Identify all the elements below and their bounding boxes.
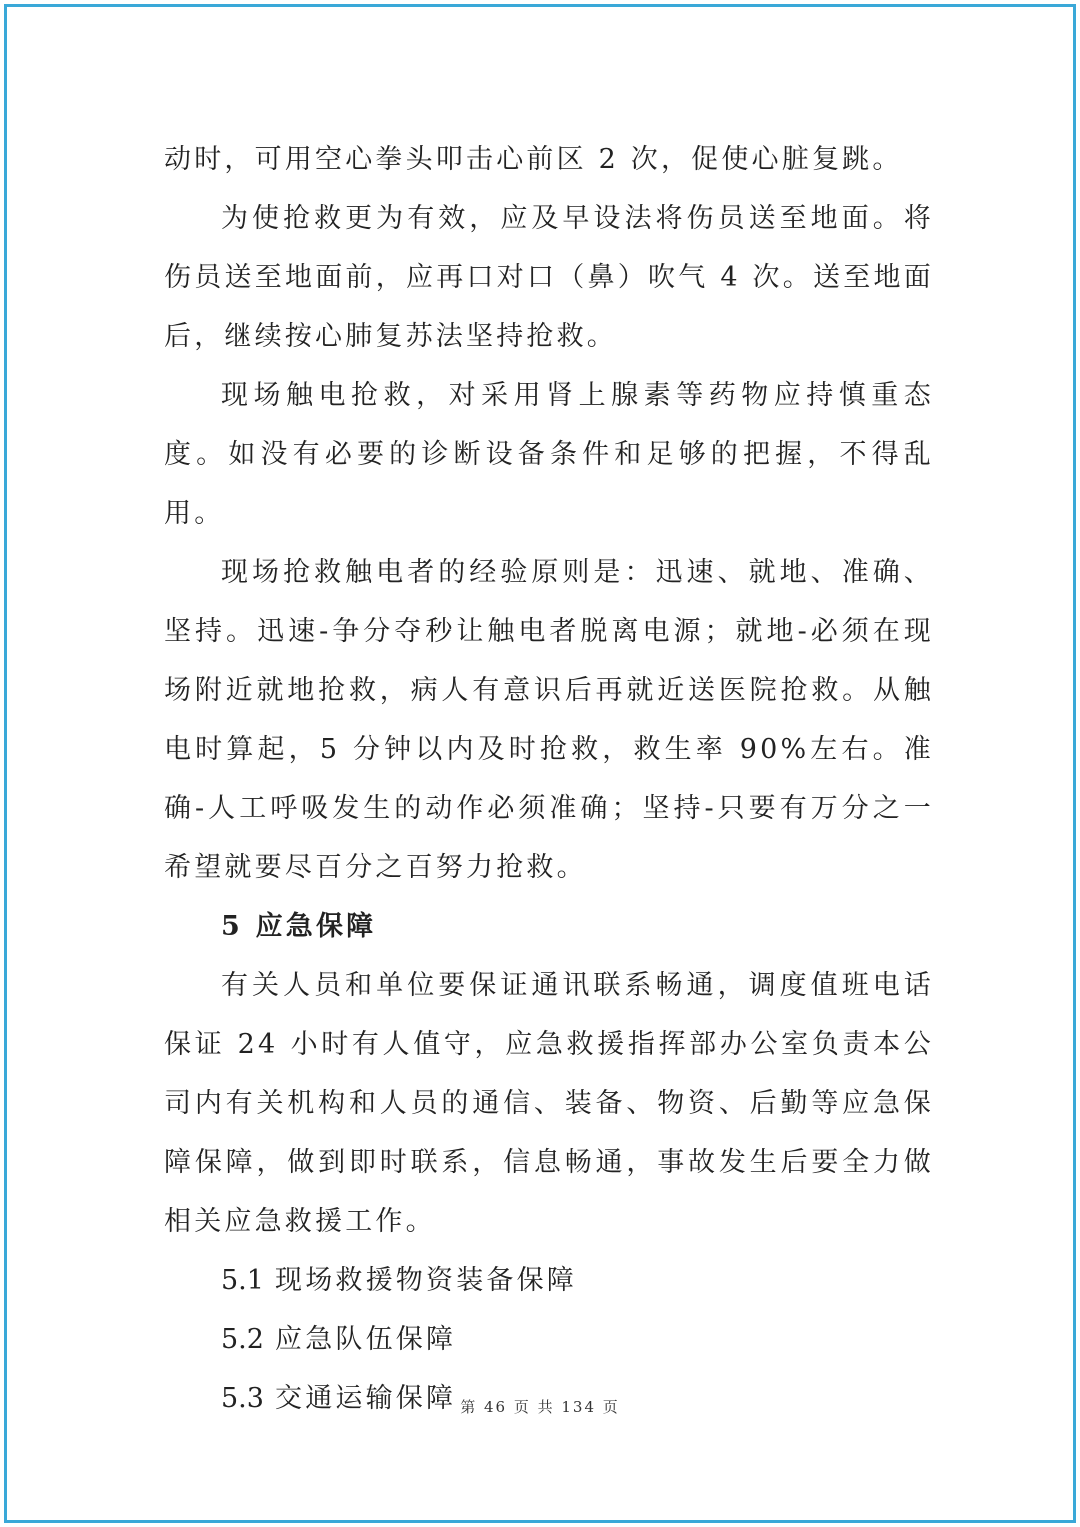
document-body — [164, 130, 934, 1428]
subsection-number: 5.2 — [221, 1324, 264, 1355]
section-body: 有关人员和单位要保证通讯联系畅通，调度值班电话保证 24 小时有人值守，应急救援指挥部办公室负责本公司内有关机构和人员的通信、装备、物资、后勤等应急保障保障，做到即时联系，信息畅通，事故发生后要全力做相关应急救援工作。 — [164, 970, 934, 1237]
subsection-title: 应急队伍保障 — [275, 1324, 457, 1355]
page-number-footer: 第 46 页 共 134 页 — [460, 1398, 620, 1416]
section-heading: 5 应急保障 — [221, 911, 377, 942]
subsection-number: 5.3 — [221, 1383, 264, 1414]
subsection-title: 交通运输保障 — [275, 1383, 457, 1414]
paragraph-rescue-principles: 现场抢救触电者的经验原则是：迅速、就地、准确、坚持。迅速-争分夺秒让触电者脱离电源；就地-必须在现场附近就地抢救，病人有意识后再就近送医院抢救。从触电时算起，5 分钟以内及时抢救，救生率 90%左右。准确-人工呼吸发生的动作必须准确；坚持-只要有万分之一希望就要尽百分之百努力抢救。 — [164, 557, 934, 883]
paragraph-medication-caution: 现场触电抢救，对采用肾上腺素等药物应持慎重态度。如没有必要的诊断设备条件和足够的把握，不得乱用。 — [164, 380, 934, 529]
subsection-title: 现场救援物资装备保障 — [275, 1265, 577, 1296]
paragraph-rescue-effectiveness: 为使抢救更为有效，应及早设法将伤员送至地面。将伤员送至地面前，应再口对口（鼻）吹气 4 次。送至地面后，继续按心肺复苏法坚持抢救。 — [164, 203, 934, 352]
subsection-item — [164, 1310, 934, 1369]
paragraph-continuation: 动时，可用空心拳头叩击心前区 2 次，促使心脏复跳。 — [164, 144, 903, 175]
subsection-item — [164, 1251, 934, 1310]
subsection-number: 5.1 — [221, 1265, 264, 1296]
